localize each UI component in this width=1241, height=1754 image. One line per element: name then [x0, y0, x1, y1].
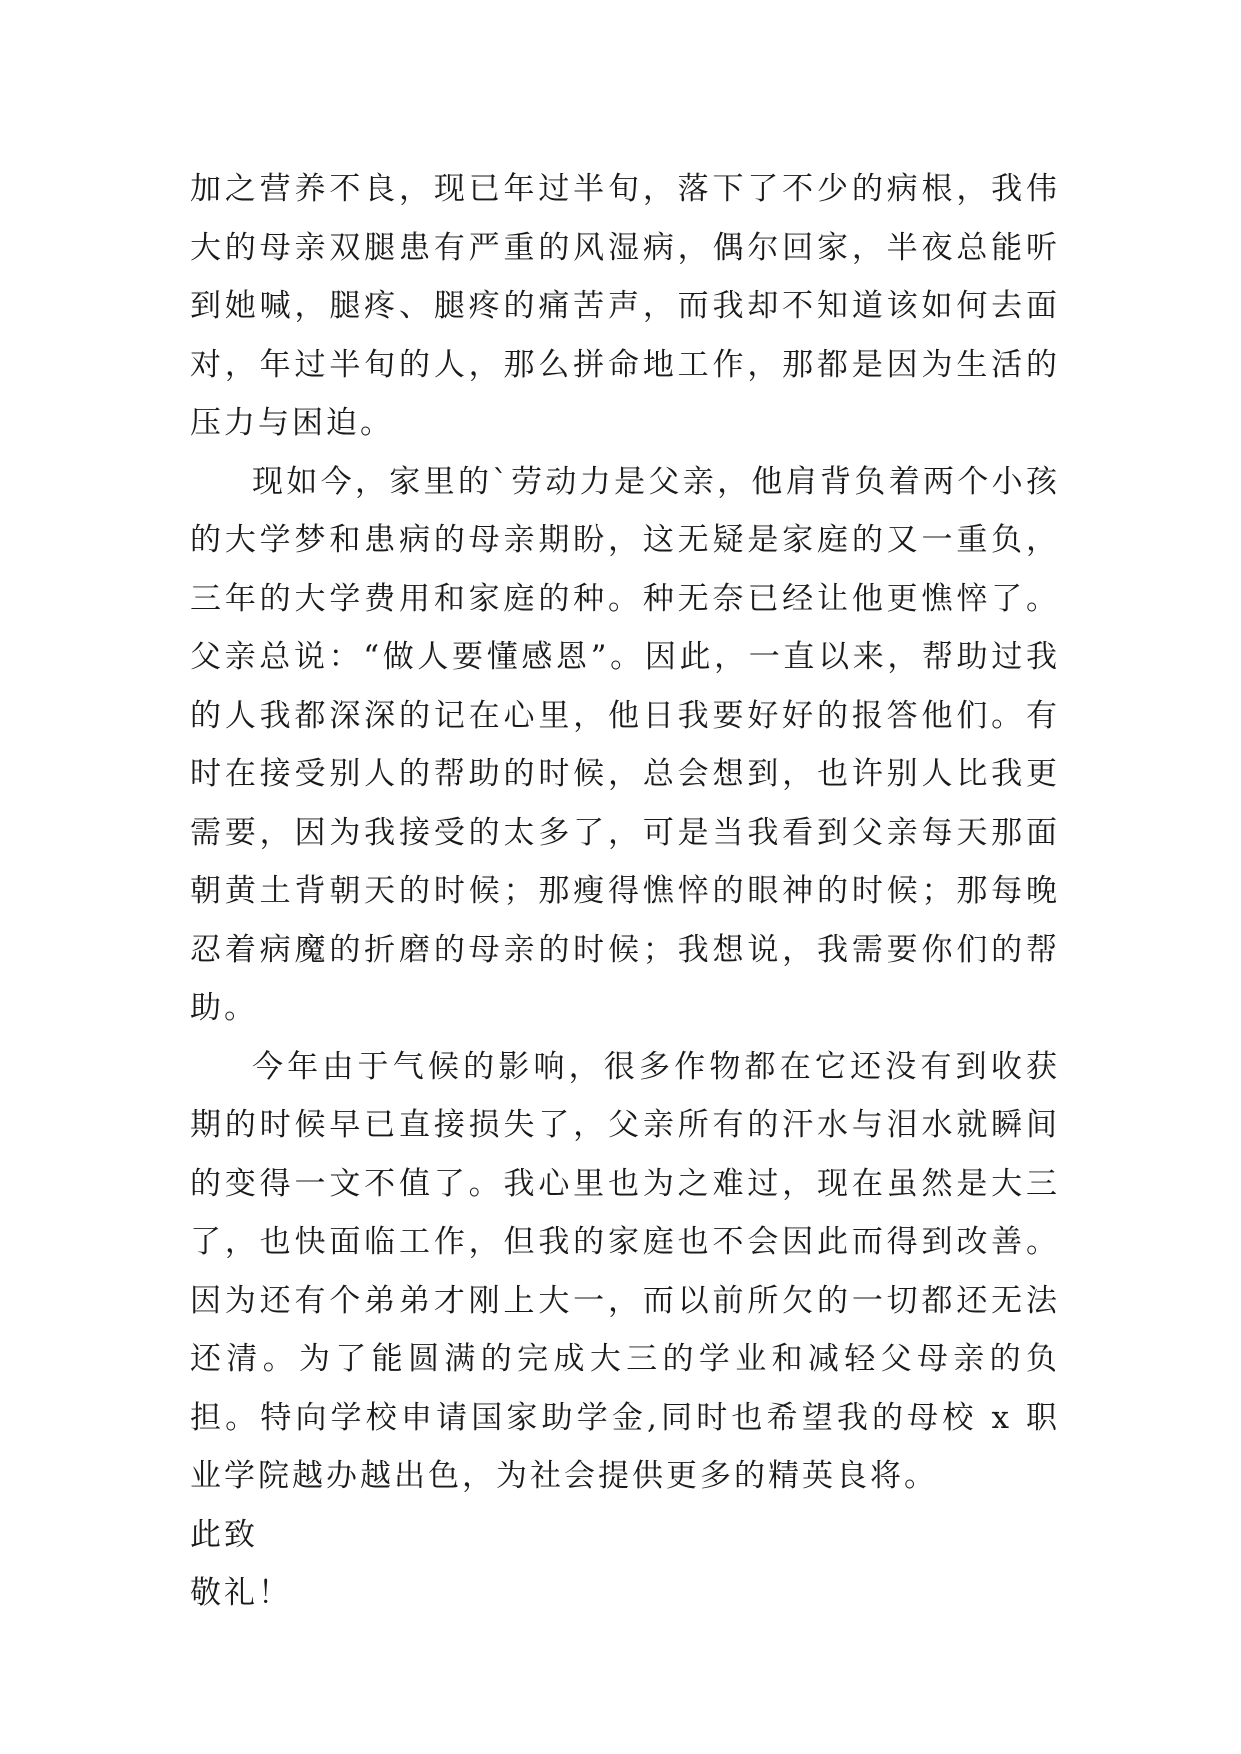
paragraph-weather-impact: 今年由于气候的影响，很多作物都在它还没有到收获期的时候早已直接损失了，父亲所有的汗水与泪水就瞬间的变得一文不值了。我心里也为之难过，现在虽然是大三了，也快面临工作，但我的家庭也不会因此而得到改善。因为还有个弟弟才刚上大一，而以前所欠的一切都还无法还清。为了能圆满的完成大三的学业和减轻父母亲的负担。特向学校申请国家助学金,同时也希望我的母校 x 职业学院越办越出色，为社会提供更多的精英良将。: [190, 1048, 1060, 1494]
closing-regards: 敬礼！: [190, 1575, 292, 1611]
paragraph-continuation: 加之营养不良，现已年过半旬，落下了不少的病根，我伟大的母亲双腿患有严重的风湿病，偶尔回家，半夜总能听到她喊，腿疼、腿疼的痛苦声，而我却不知道该如何去面对，年过半旬的人，那么拼命地工作，那都是因为生活的压力与困迫。: [190, 171, 1060, 441]
paragraph-labor-force: 现如今，家里的`劳动力是父亲，他肩背负着两个小孩的大学梦和患病的母亲期盼，这无疑是家庭的又一重负，三年的大学费用和家庭的种。种无奈已经让他更憔悴了。父亲总说：“做人要懂感恩”。因此，一直以来，帮助过我的人我都深深的记在心里，他日我要好好的报答他们。有时在接受别人的帮助的时候，总会想到，也许别人比我更需要，因为我接受的太多了，可是当我看到父亲每天那面朝黄土背朝天的时候；那瘦得憔悴的眼神的时候；那每晚忍着病魔的折磨的母亲的时候；我想说，我需要你们的帮助。: [190, 463, 1060, 1026]
letter-body: [190, 160, 1060, 1623]
closing-salutation: 此致: [190, 1516, 258, 1553]
